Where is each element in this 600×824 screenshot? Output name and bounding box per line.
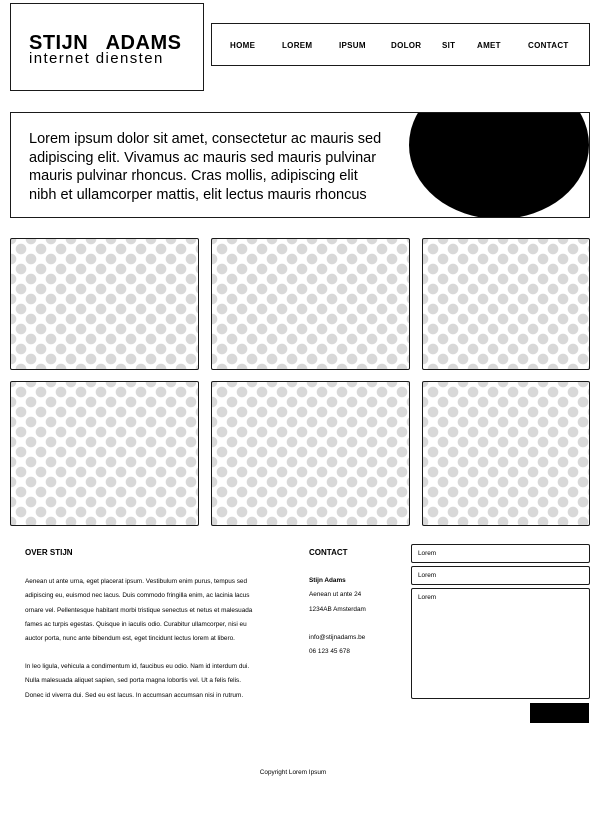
about-line: Aenean ut ante urna, eget placerat ipsum. Vestibulum enim purus, tempus sed (25, 578, 248, 585)
image-placeholder-2[interactable] (211, 238, 410, 370)
nav-item-dolor[interactable]: DOLOR (391, 41, 422, 50)
about-line: In leo ligula, vehicula a condimentum id, faucibus eu odio. Nam id interdum dui. (25, 663, 250, 670)
contact-street: Aenean ut ante 24 (309, 591, 362, 598)
image-placeholder-3[interactable] (422, 238, 590, 370)
logo-subtitle: internet diensten (29, 50, 164, 67)
nav-item-sit[interactable]: SIT (442, 41, 456, 50)
form-message-placeholder: Lorem (418, 594, 437, 601)
nav-item-ipsum[interactable]: IPSUM (339, 41, 366, 50)
nav-item-amet[interactable]: AMET (477, 41, 501, 50)
about-paragraph-1 (25, 575, 290, 646)
form-field-1-placeholder: Lorem (418, 550, 437, 557)
contact-name: Stijn Adams (309, 577, 346, 584)
logo-title: STIJN ADAMS (29, 32, 182, 54)
footer-copyright: Copyright Lorem Ipsum (259, 769, 327, 776)
form-submit-button[interactable] (530, 703, 589, 723)
logo-box[interactable] (10, 3, 204, 91)
contact-title: CONTACT (309, 548, 348, 557)
nav-item-contact[interactable]: CONTACT (528, 41, 569, 50)
about-title: OVER STIJN (25, 548, 73, 557)
contact-email-link[interactable]: info@stijnadams.be (309, 634, 366, 641)
image-placeholder-4[interactable] (10, 381, 199, 526)
about-line: fames ac turpis egestas. Quisque in iaculis odio. Curabitur ullamcorper, nisi eu (25, 620, 247, 628)
hero-circle-image (409, 112, 589, 218)
form-field-2-placeholder: Lorem (418, 572, 437, 579)
about-line: auctor porta, nunc ante bibendum est, eget tincidunt lectus lorem at libero. (25, 635, 235, 643)
image-placeholder-6[interactable] (422, 381, 590, 526)
main-nav (211, 23, 590, 66)
form-field-1[interactable] (411, 544, 590, 563)
hero-text: Lorem ipsum dolor sit amet, consectetur ac mauris sed adipiscing elit. Vivamus ac mauris sed mauris pulvinar mauris pulvinar rhoncus. Cras mollis, adipiscing elit nibh et ullamcorper mattis, elit lectus mauris rhoncus (29, 131, 382, 203)
form-message-textarea[interactable] (411, 588, 590, 699)
about-line: Donec id viverra dui. Sed eu est lacus. In accumsan accumsan nisi in rutrum. (25, 691, 244, 699)
about-line: ornare vel. Pellentesque habitant morbi tristique senectus et netus et malesuada (25, 606, 253, 614)
nav-item-lorem[interactable]: LOREM (282, 41, 313, 50)
form-field-2[interactable] (411, 566, 590, 585)
contact-phone: 06 123 45 678 (309, 648, 350, 655)
contact-city: 1234AB Amsterdam (309, 606, 366, 613)
about-line: Nulla malesuada aliquet sapien, sed porta magna lobortis vel. Ut a felis felis. (25, 677, 241, 685)
nav-item-home[interactable]: HOME (230, 41, 256, 50)
image-placeholder-5[interactable] (211, 381, 410, 526)
hero-banner (10, 112, 590, 218)
about-paragraph-2 (25, 660, 290, 703)
about-line: adipiscing eu, euismod nec lacus. Duis commodo fringilla enim, ac lacinia lacus (25, 592, 250, 600)
image-placeholder-1[interactable] (10, 238, 199, 370)
